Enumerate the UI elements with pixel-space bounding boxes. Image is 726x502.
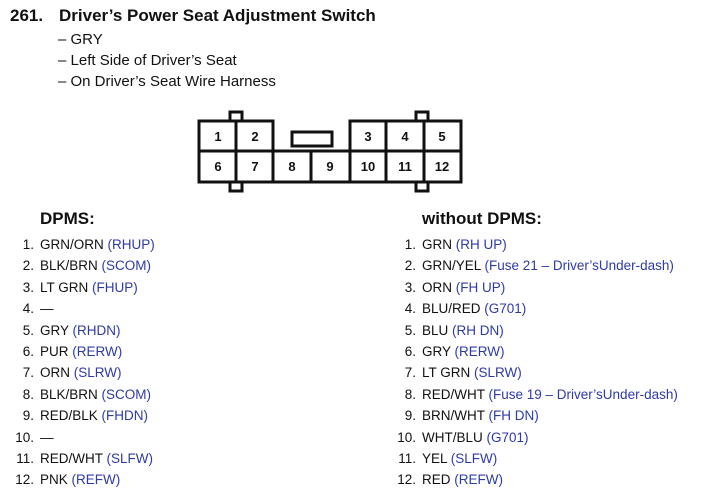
- pin-list-item: [8, 427, 54, 448]
- wire-color: —: [40, 301, 54, 317]
- pin-number: 2.: [22, 258, 34, 274]
- circuit-code: (SCOM): [101, 386, 152, 402]
- circuit-code: (SLFW): [450, 451, 498, 466]
- pin-label: 11: [398, 159, 412, 174]
- pin-number: 4.: [404, 301, 416, 317]
- pin-list-item: [8, 234, 155, 255]
- wire-color: GRN: [422, 237, 452, 252]
- circuit-code: (FHDN): [101, 408, 149, 424]
- pin-list-item: [390, 255, 674, 276]
- wire-color: RED/WHT: [40, 451, 103, 466]
- pin-list-item: [8, 448, 153, 469]
- wire-color: WHT/BLU: [422, 429, 483, 445]
- pin-list-item: [390, 298, 526, 319]
- pin-list-item: [390, 384, 678, 405]
- pin-number: 2.: [404, 258, 416, 274]
- pin-label: 6: [214, 159, 222, 174]
- pin-number: 11.: [16, 451, 34, 466]
- detail-harness: – On Driver’s Seat Wire Harness: [58, 73, 276, 90]
- connector-latch: [292, 132, 332, 146]
- pin-list-item: [8, 277, 138, 298]
- pin-label: 5: [438, 129, 446, 144]
- pin-label: 7: [251, 159, 259, 174]
- pin-label: 9: [326, 159, 334, 174]
- pin-list-item: [8, 320, 121, 341]
- wire-color: GRY: [422, 344, 451, 359]
- wire-color: BLU: [422, 322, 449, 338]
- without-dpms-heading: without DPMS:: [422, 209, 542, 228]
- pin-number: 10.: [15, 429, 34, 445]
- pin-number: 9.: [404, 408, 416, 424]
- pin-list-item: [390, 234, 507, 255]
- pin-list-item: [390, 277, 505, 298]
- pin-label: 4: [401, 129, 409, 144]
- circuit-code: (SLFW): [106, 451, 154, 466]
- pin-label: 8: [288, 159, 296, 174]
- pin-list-item: [390, 362, 522, 383]
- pin-list-item: [8, 362, 122, 383]
- pin-label: 2: [251, 129, 259, 144]
- pin-number: 8.: [404, 386, 416, 402]
- circuit-code: (SLRW): [73, 365, 122, 381]
- circuit-code: (RERW): [72, 344, 123, 359]
- pin-label: 1: [214, 129, 222, 144]
- pin-number: 7.: [22, 365, 34, 381]
- pin-list-item: [390, 448, 497, 469]
- circuit-code: (RERW): [454, 344, 505, 359]
- pin-label: 12: [434, 159, 450, 174]
- wire-color: PUR: [40, 344, 69, 359]
- pin-list-item: [390, 469, 503, 490]
- pin-list-item: [390, 320, 504, 341]
- detail-location: – Left Side of Driver’s Seat: [58, 52, 237, 69]
- title-number: 261.: [10, 6, 44, 25]
- pin-list-item: [8, 405, 148, 426]
- wire-color: —: [40, 429, 54, 445]
- wire-color: GRN/ORN: [40, 237, 104, 252]
- pin-number: 9.: [22, 408, 34, 424]
- circuit-code: (Fuse 21 – Driver’sUnder-dash): [484, 258, 674, 274]
- circuit-code: (Fuse 19 – Driver’sUnder-dash): [488, 386, 678, 402]
- pin-label: 3: [364, 129, 372, 144]
- pin-label: 10: [360, 159, 376, 174]
- pin-number: 5.: [404, 322, 416, 338]
- pin-number: 1.: [404, 237, 416, 252]
- wire-color: ORN: [422, 279, 452, 295]
- pin-list-item: [8, 255, 151, 276]
- wire-color: ORN: [40, 365, 70, 381]
- circuit-code: (G701): [484, 301, 527, 317]
- pin-number: 12.: [397, 472, 416, 488]
- pin-number: 6.: [22, 344, 34, 359]
- circuit-code: (FH DN): [488, 408, 539, 424]
- dpms-heading: DPMS:: [40, 209, 95, 228]
- pin-number: 11.: [398, 451, 416, 466]
- pin-number: 6.: [404, 344, 416, 359]
- pin-number: 3.: [404, 279, 416, 295]
- pin-list-item: [8, 469, 120, 490]
- pin-number: 1.: [22, 237, 34, 252]
- circuit-code: (RH UP): [455, 237, 507, 252]
- circuit-code: (G701): [486, 429, 529, 445]
- wire-color: PNK: [40, 472, 68, 488]
- wire-color: RED/BLK: [40, 408, 98, 424]
- pin-number: 3.: [22, 279, 34, 295]
- pin-number: 12.: [15, 472, 34, 488]
- pin-list-item: [390, 405, 539, 426]
- title-text: Driver’s Power Seat Adjustment Switch: [59, 6, 376, 25]
- wire-color: BLU/RED: [422, 301, 481, 317]
- pin-number: 7.: [404, 365, 416, 381]
- circuit-code: (SCOM): [101, 258, 152, 274]
- circuit-code: (FH UP): [455, 279, 506, 295]
- circuit-code: (REFW): [71, 472, 121, 488]
- circuit-code: (FHUP): [92, 279, 138, 295]
- circuit-code: (REFW): [454, 472, 504, 488]
- circuit-code: (SLRW): [474, 365, 522, 381]
- pin-number: 10.: [397, 429, 416, 445]
- detail-color: – GRY: [58, 31, 103, 48]
- wire-color: BLK/BRN: [40, 258, 98, 274]
- wire-color: GRY: [40, 322, 69, 338]
- wire-color: LT GRN: [422, 365, 471, 381]
- wire-color: BRN/WHT: [422, 408, 485, 424]
- pin-list-item: [8, 384, 151, 405]
- pin-number: 4.: [22, 301, 34, 317]
- pin-number: 5.: [22, 322, 34, 338]
- pin-list-item: [390, 341, 505, 362]
- circuit-code: (RH DN): [452, 322, 504, 338]
- pin-list-item: [390, 427, 529, 448]
- wire-color: RED/WHT: [422, 386, 485, 402]
- circuit-code: (RHUP): [107, 237, 155, 252]
- wire-color: RED: [422, 472, 451, 488]
- pin-list-item: [8, 341, 122, 362]
- pin-list-item: [8, 298, 54, 319]
- wire-color: YEL: [422, 451, 448, 466]
- wire-color: LT GRN: [40, 279, 89, 295]
- wire-color: GRN/YEL: [422, 258, 481, 274]
- circuit-code: (RHDN): [72, 322, 121, 338]
- wire-color: BLK/BRN: [40, 386, 98, 402]
- pin-number: 8.: [22, 386, 34, 402]
